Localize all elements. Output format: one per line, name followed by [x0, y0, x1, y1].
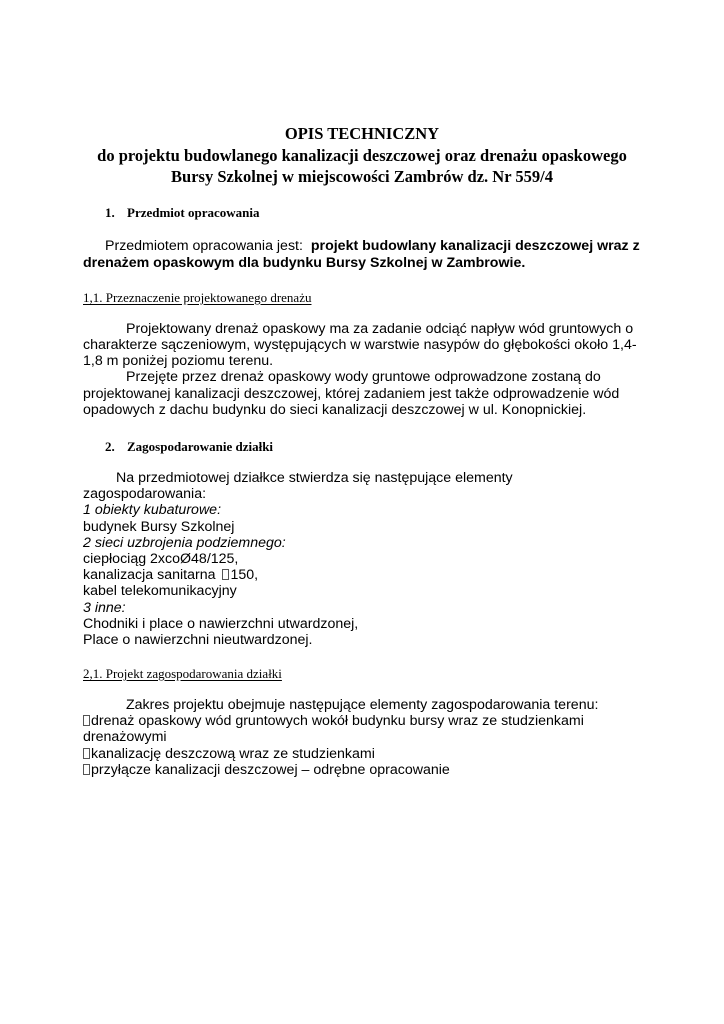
section2-heading: Zagospodarowanie działki: [127, 439, 274, 454]
list-item-text: kanalizację deszczową wraz ze studzienkami: [91, 746, 375, 762]
list-item: [83, 713, 584, 729]
section1-intro-line2: drenażem opaskowym dla budynku Bursy Szkolnej w Zambrowie.: [83, 255, 526, 271]
bullet-missing-glyph-icon: [83, 764, 90, 775]
section1-1-line: charakterze sączeniowym, występujących w warstwie nasypów do głębokości około 1,4-: [83, 337, 637, 353]
section1-1-line: projektowanej kanalizacji deszczowej, której zadaniem jest także odprowadzenie wód: [83, 386, 620, 402]
section2-line-italic: 1 obiekty kubaturowe:: [83, 502, 222, 518]
list-item-continuation: drenażowymi: [83, 729, 167, 745]
section2-line: Place o nawierzchni nieutwardzonej.: [83, 632, 313, 648]
section1-1-line: 1,8 m poniżej poziomu terenu.: [83, 353, 274, 369]
section1-1-line: Projektowany drenaż opaskowy ma za zadanie odciąć napływ wód gruntowych o: [126, 321, 634, 337]
document-subtitle-line1: do projektu budowlanego kanalizacji deszczowej oraz drenażu opaskowego: [97, 146, 627, 165]
section2-line-italic: 2 sieci uzbrojenia podziemnego:: [83, 535, 286, 551]
section2-sanitary-diameter: 150,: [230, 567, 259, 583]
section2-number: 2.: [105, 439, 115, 454]
section2-line-italic: 3 inne:: [83, 600, 126, 616]
bullet-missing-glyph-icon: [83, 715, 90, 726]
section2-line: Na przedmiotowej działkce stwierdza się następujące elementy: [116, 470, 513, 486]
list-item: [83, 746, 375, 762]
list-item-text: przyłącze kanalizacji deszczowej – odrębne opracowanie: [91, 762, 450, 778]
document-title: OPIS TECHNICZNY: [284, 124, 440, 143]
section2-line: [83, 567, 258, 583]
section1-intro-bold: projekt budowlany kanalizacji deszczowej wraz z: [310, 238, 640, 254]
document-subtitle-line2: Bursy Szkolnej w miejscowości Zambrów dz. Nr 559/4: [171, 167, 553, 186]
section2-line: zagospodarowania:: [83, 486, 207, 502]
section2-1-intro: Zakres projektu obejmuje następujące elementy zagospodarowania terenu:: [126, 697, 599, 713]
section1-intro-plain: Przedmiotem opracowania jest:: [105, 238, 303, 254]
section1-heading: Przedmiot opracowania: [127, 205, 260, 220]
section2-line: Chodniki i place o nawierzchni utwardzonej,: [83, 616, 359, 632]
list-item-text: drenaż opaskowy wód gruntowych wokół budynku bursy wraz ze studzienkami: [91, 713, 584, 729]
section1-intro-line1: [105, 238, 640, 254]
section2-1-heading: 2,1. Projekt zagospodarowania działki: [83, 666, 282, 681]
section2-line: ciepłociąg 2xcoØ48/125,: [83, 551, 239, 567]
section2-sanitary-label: kanalizacja sanitarna: [83, 567, 216, 583]
list-item: [83, 762, 450, 778]
section1-1-line: Przejęte przez drenaż opaskowy wody gruntowe odprowadzone zostaną do: [126, 369, 601, 385]
section2-line: kabel telekomunikacyjny: [83, 583, 237, 599]
section1-1-line: opadowych z dachu budynku do sieci kanalizacji deszczowej w ul. Konopnickiej.: [83, 402, 587, 418]
bullet-missing-glyph-icon: [83, 748, 90, 759]
missing-glyph-icon: [222, 569, 229, 580]
section2-line: budynek Bursy Szkolnej: [83, 519, 235, 535]
section1-1-heading: 1,1. Przeznaczenie projektowanego drenażu: [83, 290, 312, 305]
section1-number: 1.: [105, 205, 115, 220]
